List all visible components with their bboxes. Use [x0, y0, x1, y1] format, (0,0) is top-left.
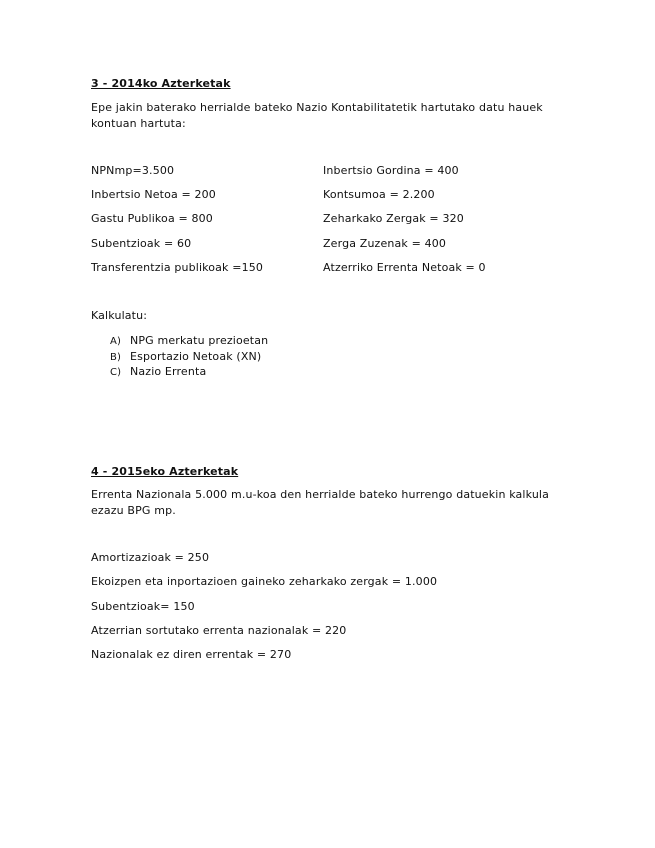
list-item: [110, 333, 268, 349]
data-item-kontsumoa: Kontsumoa = 2.200: [323, 188, 435, 201]
section-4-intro: Errenta Nazionala 5.000 m.u-koa den herrialde bateko hurrengo datuekin kalkula ezazu BPG mp.: [91, 488, 550, 517]
data-item-amortizazioak: Amortizazioak = 250: [91, 551, 210, 564]
section-4-heading: 4 - 2015eko Azterketak: [91, 465, 239, 478]
list-item: [110, 349, 268, 365]
list-marker: C): [110, 367, 122, 378]
data-item-atzerriko-errenta: Atzerriko Errenta Netoak = 0: [323, 261, 486, 274]
data-item-zerga-zuzenak: Zerga Zuzenak = 400: [323, 237, 447, 250]
question-text: NPG merkatu prezioetan: [130, 334, 269, 347]
list-item: [110, 364, 268, 380]
calculate-label: Kalkulatu:: [91, 309, 148, 322]
data-item-nazionalak-ez: Nazionalak ez diren errentak = 270: [91, 648, 292, 661]
question-list: [110, 333, 268, 380]
section-3-heading: 3 - 2014ko Azterketak: [91, 77, 231, 90]
data-item-inbertsio-gordina: Inbertsio Gordina = 400: [323, 164, 459, 177]
section-3-intro: Epe jakin baterako herrialde bateko Nazio Kontabilitatetik hartutako datu hauek kontuan hartuta:: [91, 101, 543, 130]
data-item-subentzioak-2015: Subentzioak= 150: [91, 600, 195, 613]
data-item-transferentzia: Transferentzia publikoak =150: [91, 261, 264, 274]
data-item-inbertsio-netoa: Inbertsio Netoa = 200: [91, 188, 216, 201]
data-item-zeharkako-zergak: Zeharkako Zergak = 320: [323, 212, 464, 225]
data-item-gastu-publikoa: Gastu Publikoa = 800: [91, 212, 213, 225]
data-item-npnmp: NPNmp=3.500: [91, 164, 175, 177]
question-text: Esportazio Netoak (XN): [130, 349, 262, 363]
data-item-subentzioak: Subentzioak = 60: [91, 237, 192, 250]
question-text: Nazio Errenta: [130, 365, 207, 378]
list-marker: B): [110, 351, 122, 363]
data-item-ekoizpen: Ekoizpen eta inportazioen gaineko zeharkako zergak = 1.000: [91, 575, 438, 588]
list-marker: A): [110, 336, 122, 347]
data-item-atzerrian-sortutako: Atzerrian sortutako errenta nazionalak = 220: [91, 624, 347, 637]
